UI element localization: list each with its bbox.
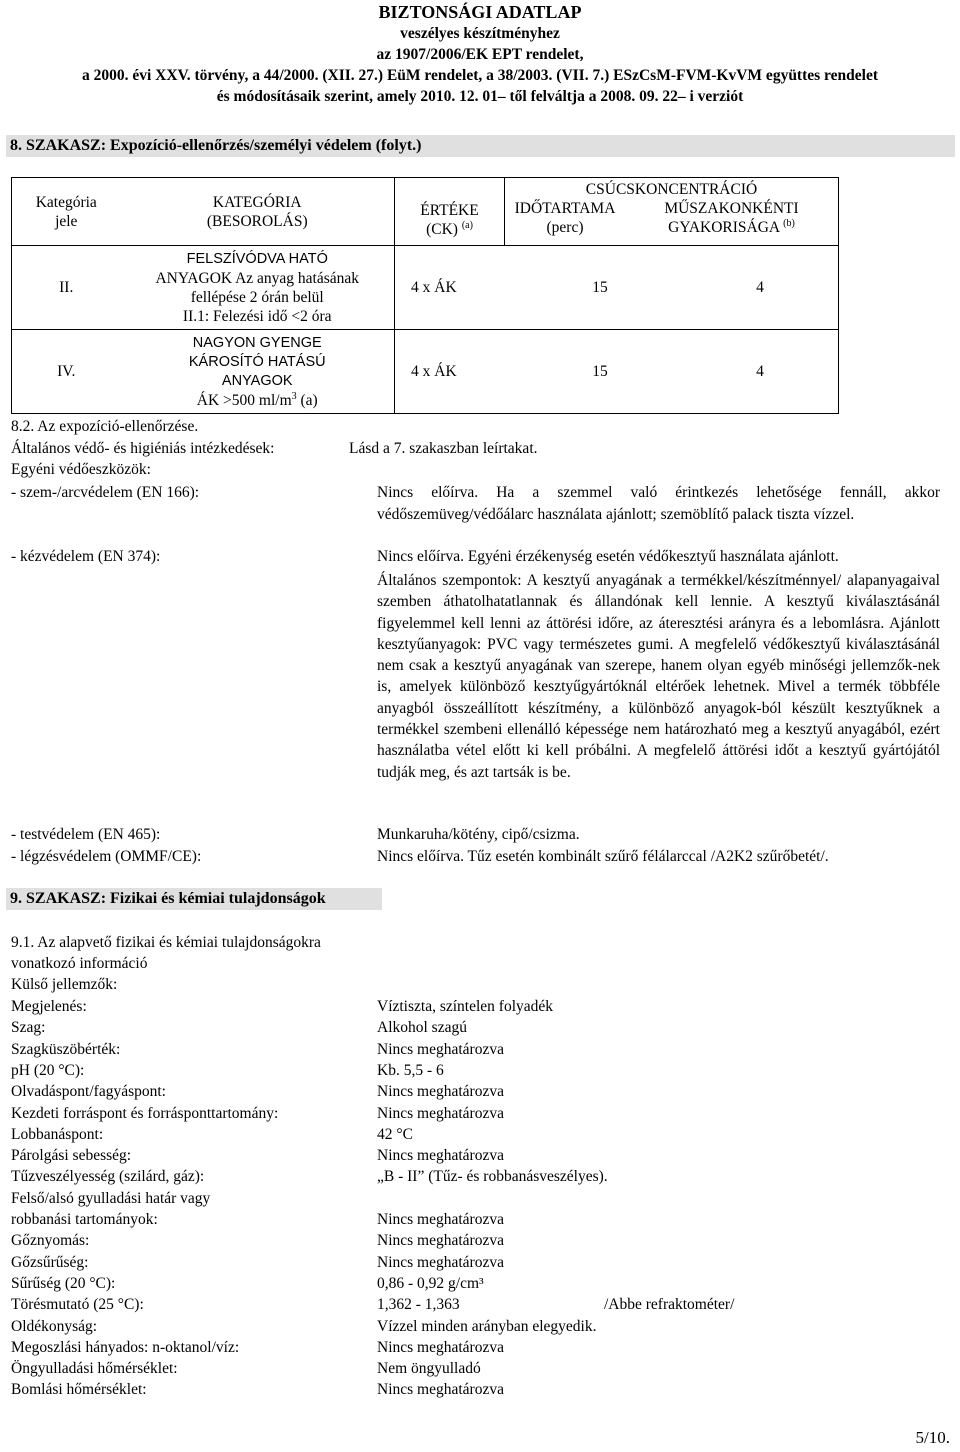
header-peak: CSÚCSKONCENTRÁCIÓ IDŐTARTAMA (perc) MŰSZAKONKÉNTI GYAKORISÁGA $^{(b)}$ (505, 178, 839, 246)
property-value: 42 °C (377, 1125, 413, 1143)
property-label: robbanási tartományok: (11, 1211, 158, 1228)
body-protection-value: Munkaruha/kötény, cipő/csizma. (377, 826, 580, 843)
section-9-1-title-1: 9.1. Az alapvető fizikai és kémiai tulajdonságokra (11, 934, 321, 951)
header-line-4: és módosításaik szerint, amely 2010. 12. 01– től felváltja a 2008. 09. 22– i verziót (216, 88, 744, 105)
hand-protection-value-1: Nincs előírva. Egyéni érzékenység esetén védőkesztyű használata ajánlott. (377, 548, 839, 565)
property-value: „B - II” (Tűz- és robbanásveszélyes). (377, 1168, 608, 1186)
header-value: ÉRTÉKE (CK) $^{(a)}$ (395, 178, 505, 246)
property-value: Nincs meghatározva (377, 1381, 504, 1399)
section-9-title: 9. SZAKASZ: Fizikai és kémiai tulajdonságok (6, 888, 382, 910)
property-label: Sűrűség (20 °C): (11, 1274, 116, 1292)
property-label: Lobbanáspont: (11, 1125, 104, 1143)
body-protection-label: - testvédelem (EN 465): (11, 826, 161, 843)
property-label: Tűzveszélyesség (szilárd, gáz): (11, 1168, 205, 1186)
table-row: II. FELSZÍVÓDVA HATÓ ANYAGOK Az anyag hatásának fellépése 2 órán belül II.1: Felezési idő <2 óra 4 x ÁK 15 4 (12, 246, 839, 330)
property-value: Nincs meghatározva (377, 1083, 504, 1101)
property-value: Nincs meghatározva (377, 1211, 504, 1228)
property-value: 1,362 - 1,363 (377, 1296, 460, 1314)
eye-protection-value: Nincs előírva. Ha a szemmel való érintkezés lehetősége fennáll, akkor védőszemüveg/védőálarc használata ajánlott; szemöblítő palack tiszta vízzel. (377, 484, 940, 523)
header-category: KATEGÓRIA (BESOROLÁS) (121, 178, 395, 246)
property-value: Kb. 5,5 - 6 (377, 1061, 444, 1079)
general-measures-value: Lásd a 7. szakaszban leírtakat. (349, 440, 538, 457)
section-8-title: 8. SZAKASZ: Expozíció-ellenőrzés/személyi védelem (folyt.) (6, 135, 955, 157)
property-value: Nincs meghatározva (377, 1253, 504, 1271)
property-label: Megjelenés: (11, 998, 87, 1015)
property-value: Nem öngyulladó (377, 1360, 481, 1378)
table-row: IV. NAGYON GYENGE KÁROSÍTÓ HATÁSÚ ANYAGOK ÁK >500 $ml/m^3$ (a) 4 x ÁK 15 4 (12, 330, 839, 414)
respiratory-protection-value: Nincs előírva. Tűz esetén kombinált szűrő félálarccal /A2K2 szűrőbetét/. (377, 848, 829, 865)
property-label: Gőznyomás: (11, 1232, 90, 1250)
property-value: Alkohol szagú (377, 1019, 467, 1037)
property-label: Törésmutató (25 °C): (11, 1296, 144, 1314)
exposure-table (11, 177, 839, 414)
property-label: Oldékonyság: (11, 1317, 98, 1335)
property-value: Nincs meghatározva (377, 1147, 504, 1165)
property-label: Bomlási hőmérséklet: (11, 1381, 147, 1399)
property-value: Nincs meghatározva (377, 1104, 504, 1122)
header-line-2: az 1907/2006/EK EPT rendelet, (376, 46, 584, 63)
hand-protection-label: - kézvédelem (EN 374): (11, 548, 161, 565)
page-number: 5/10. (915, 1428, 950, 1447)
header-category-code: Kategória jele (12, 178, 121, 246)
eye-protection-label: - szem-/arcvédelem (EN 166): (11, 484, 200, 501)
property-value: Víztiszta, színtelen folyadék (377, 998, 554, 1015)
personal-equipment-label: Egyéni védőeszközök: (11, 461, 151, 478)
property-value: Nincs meghatározva (377, 1232, 504, 1250)
property-label: Gőzsűrűség: (11, 1253, 89, 1271)
property-label: Megoszlási hányados: n-oktanol/víz: (11, 1338, 240, 1356)
exposure-table-wrap (11, 177, 839, 414)
property-label: Szag: (11, 1019, 46, 1037)
section-8-2-title: 8.2. Az expozíció-ellenőrzése. (11, 418, 199, 435)
hand-protection-value-2: Általános szempontok: A kesztyű anyagának a termékkel/készítménnyel/ alapanyagaival szemben áthatolhatatlannak és állandónak kell lennie. A kesztyű kiválasztásánál figyelemmel kell lenni az áttörési időre, az áteresztési arányra és a lebomlásra. Ajánlott kesztyűanyagok: PVC vagy természetes gumi. A megfelelő védőkesztyű kiválasztásánál nem csak a kesztyű anyagának van szerepe, hanem olyan egyéb minőségi jellemzők-nek is, amelyek különböző kesztyűgyártóknál eltérőek lehetnek. Mivel a termék többféle anyagból összeállított készítmény, a különböző anyagok-ból készült kesztyűknek a termékkel szembeni ellenálló képessége nem határozható meg a kesztyű anyagából, ezért használatba vétel előtt ki kell próbálni. A megfelelő áttörési időt a kesztyű gyártójától tudják meg, és azt tartsák is be. (377, 572, 940, 781)
document-header (0, 0, 960, 107)
document-title: BIZTONSÁGI ADATLAP (378, 2, 582, 22)
general-measures-label: Általános védő- és higiéniás intézkedések: (11, 440, 275, 457)
section-9-1-title-2: vonatkozó információ (11, 955, 148, 972)
property-extra: /Abbe refraktométer/ (604, 1296, 735, 1314)
property-label: Olvadáspont/fagyáspont: (11, 1083, 166, 1101)
property-label: Szagküszöbérték: (11, 1040, 121, 1058)
property-value: 0,86 - 0,92 g/cm³ (377, 1274, 484, 1292)
header-line-3: a 2000. évi XXV. törvény, a 44/2000. (XII. 27.) EüM rendelet, a 38/2003. (VII. 7.) ESzCsM-FVM-KvVM együttes rendelet (81, 67, 878, 84)
property-value: Vízzel minden arányban elegyedik. (377, 1317, 597, 1335)
property-label: Öngyulladási hőmérséklet: (11, 1360, 178, 1378)
respiratory-protection-label: - légzésvédelem (OMMF/CE): (11, 848, 202, 865)
property-label: Párolgási sebesség: (11, 1147, 132, 1165)
property-value: Nincs meghatározva (377, 1040, 504, 1058)
property-label: Kezdeti forráspont és forrásponttartomány: (11, 1104, 279, 1122)
property-label: pH (20 °C): (11, 1061, 85, 1079)
external-characteristics: Külső jellemzők: (11, 976, 118, 993)
property-label: Felső/alsó gyulladási határ vagy (11, 1189, 211, 1207)
property-value: Nincs meghatározva (377, 1338, 504, 1356)
header-line-1: veszélyes készítményhez (400, 25, 560, 42)
